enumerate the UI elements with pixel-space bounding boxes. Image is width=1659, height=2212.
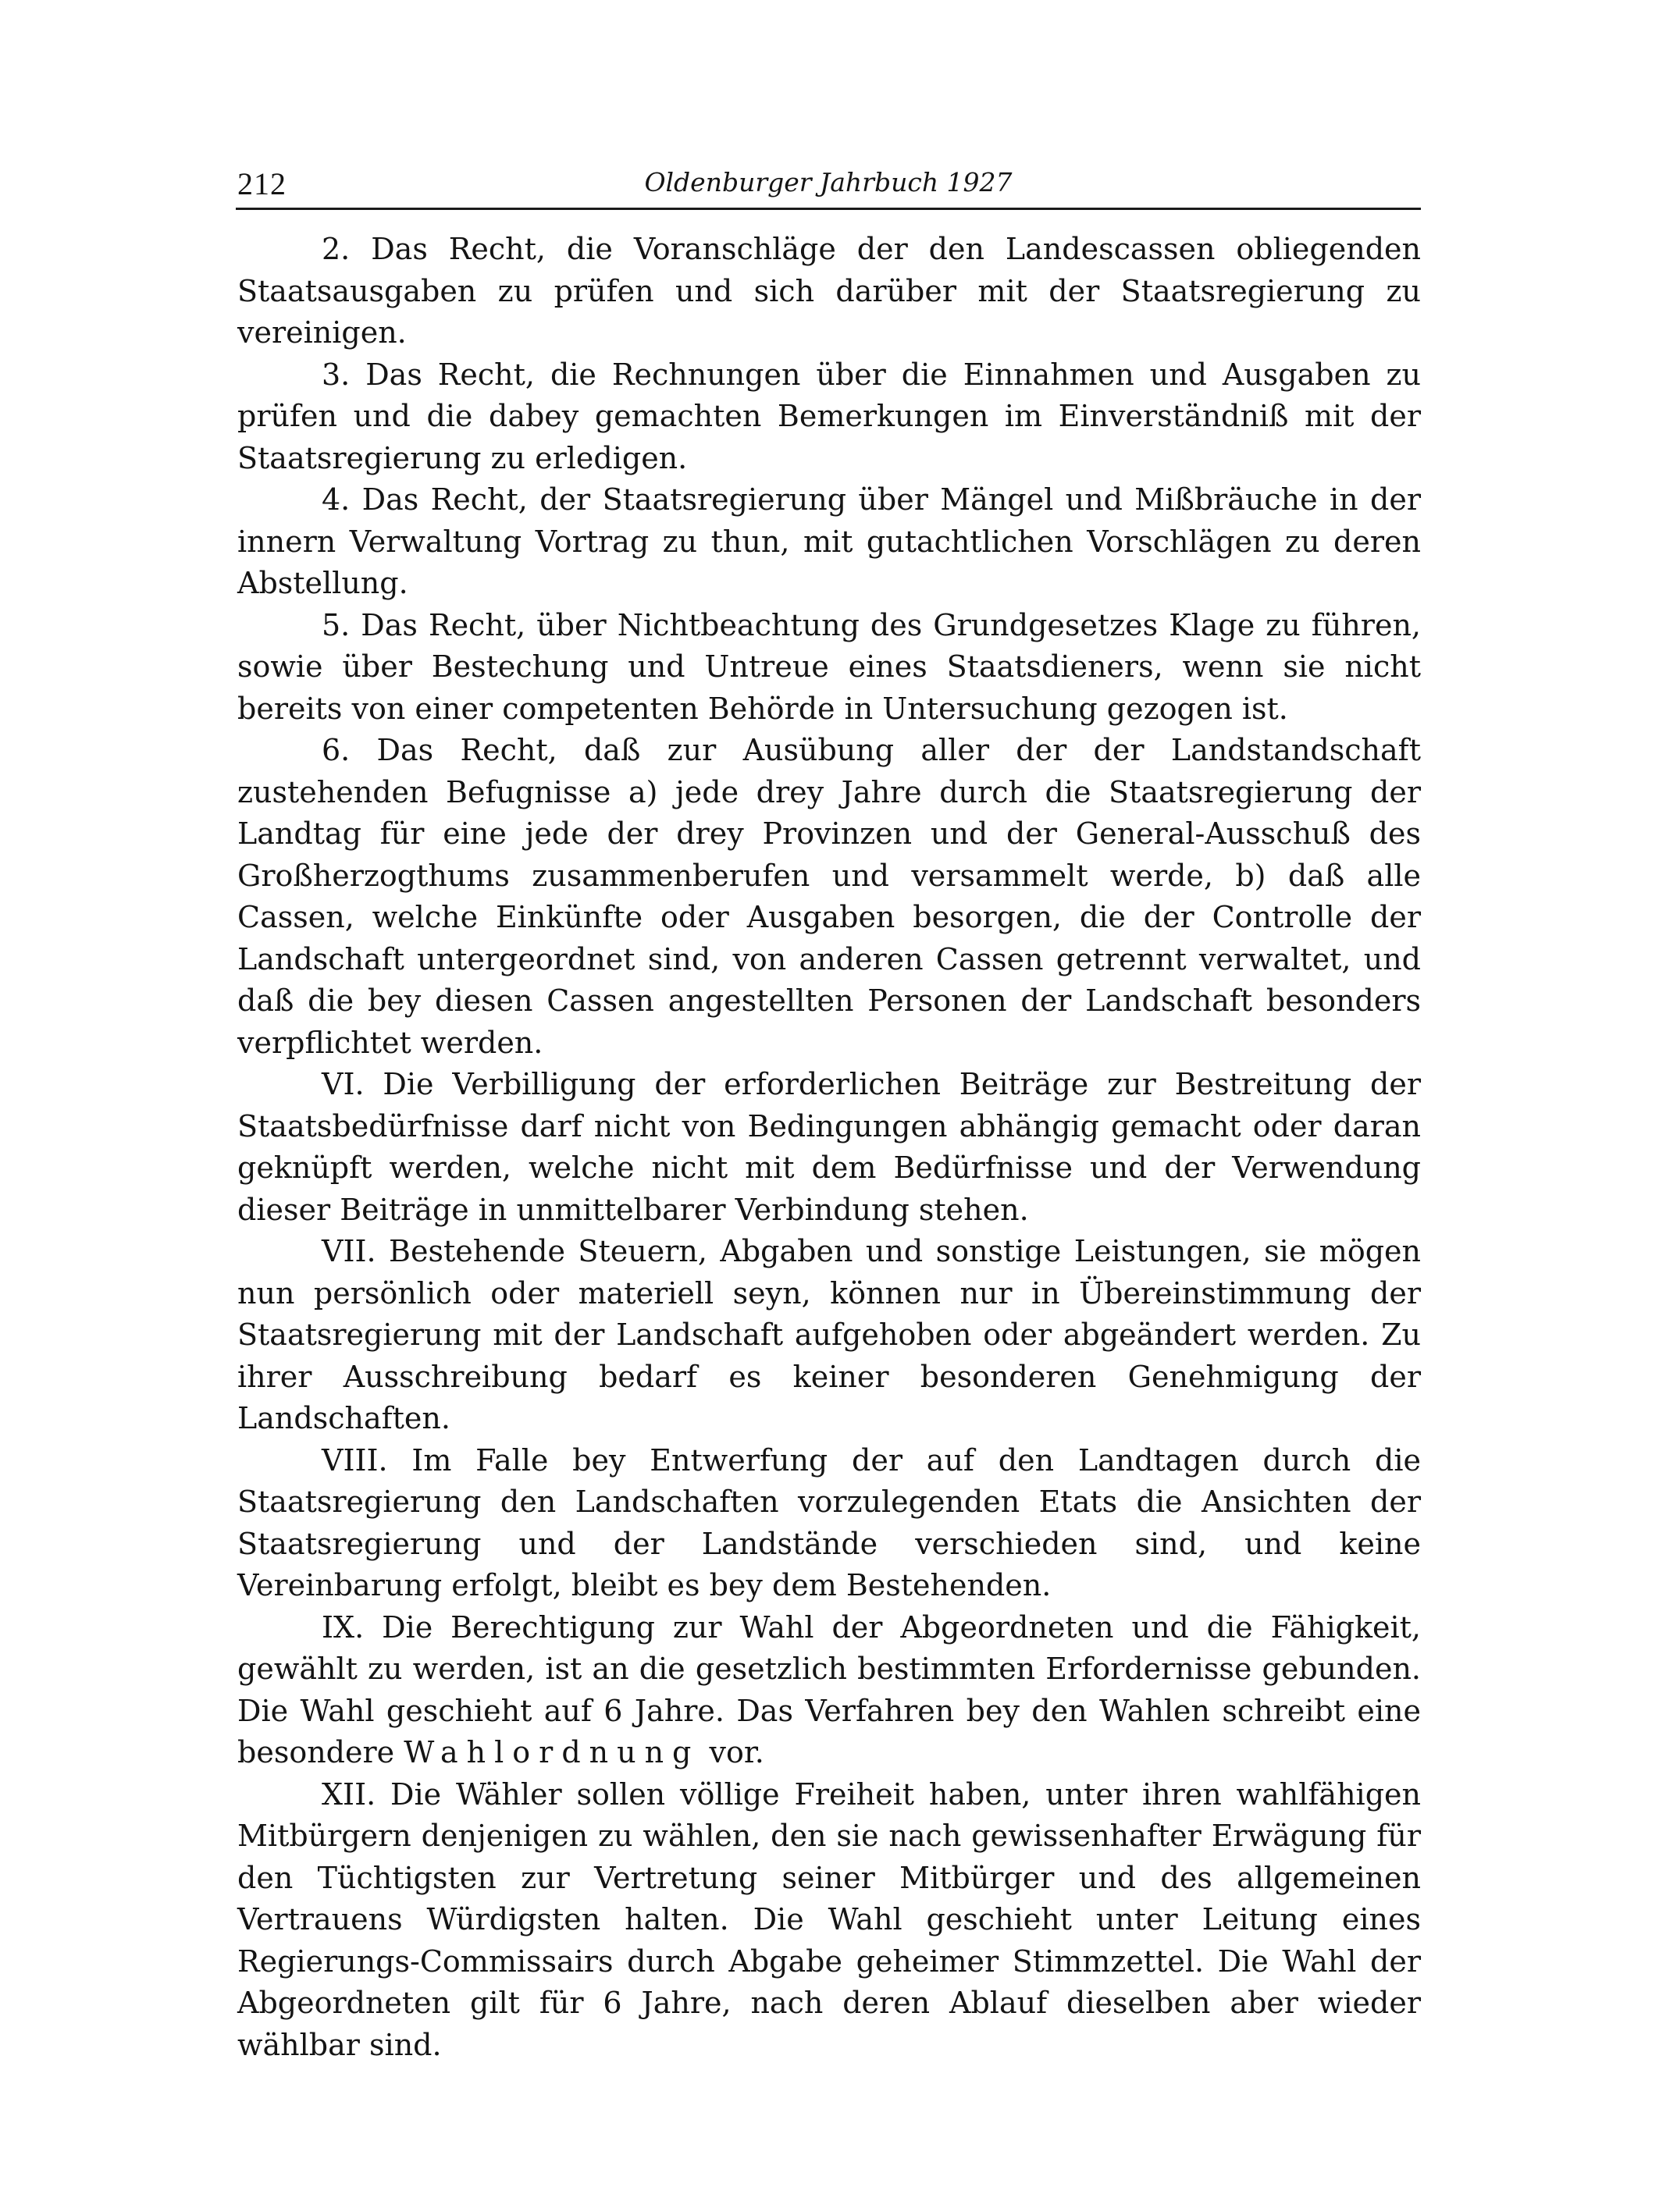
paragraph-vii: VII. Bestehende Steuern, Abgaben und sonstige Leistungen, sie mögen nun persönlich oder materiell seyn, können nur in Übereinstimmung der Staatsregierung mit der Landschaft aufgehoben oder abgeändert werden. Zu ihrer Ausschreibung bedarf es keiner besonderen Genehmigung der Landschaften. — [237, 1234, 1421, 1435]
paragraph-6: 6. Das Recht, daß zur Ausübung aller der der Landstandschaft zustehenden Befugnisse a) jede drey Jahre durch die Staatsregierung der Landtag für eine jede der drey Provinzen und der General-Ausschuß des Großherzogthums zusammenberufen und versammelt werde, b) daß alle Cassen, welche Einkünfte oder Ausgaben besorgen, die der Controlle der Landschaft untergeordnet sind, von anderen Cassen getrennt verwaltet, und daß die bey diesen Cassen angestellten Personen der Landschaft besonders verpflichtet werden. — [237, 733, 1421, 1060]
paragraph-ix — [237, 1607, 1421, 1774]
running-head: Oldenburger Jahrbuch 1927 — [644, 167, 1013, 197]
paragraph-5: 5. Das Recht, über Nichtbeachtung des Grundgesetzes Klage zu führen, sowie über Bestechung und Untreue eines Staatsdieners, wenn sie nicht bereits von einer competenten Behörde in Untersuchung gezogen ist. — [237, 607, 1421, 726]
paragraph-vi: VI. Die Verbilligung der erforderlichen Beiträge zur Bestreitung der Staatsbedürfnisse darf nicht von Bedingungen abhängig gemacht oder daran geknüpft werden, welche nicht mit dem Bedürfnisse und der Verwendung dieser Beiträge in unmittelbarer Verbindung stehen. — [237, 1067, 1421, 1227]
paragraph-viii: VIII. Im Falle bey Entwerfung der auf den Landtagen durch die Staatsregierung den Landschaften vorzulegenden Etats die Ansichten der Staatsregierung und der Landstände verschieden sind, und keine Vereinbarung erfolgt, bleibt es bey dem Bestehenden. — [237, 1442, 1421, 1602]
paragraph-xii: XII. Die Wähler sollen völlige Freiheit haben, unter ihren wahlfähigen Mitbürgern denjenigen zu wählen, den sie nach gewissenhafter Erwägung für den Tüchtigsten zur Vertretung seiner Mitbürger und des allgemeinen Vertrauens Würdigsten halten. Die Wahl geschieht unter Leitung eines Regierungs-Commissairs durch Abgabe geheimer Stimmzettel. Die Wahl der Abgeordneten gilt für 6 Jahre, nach deren Ablauf dieselben aber wieder wählbar sind. — [237, 1776, 1421, 2062]
page-number: 212 — [237, 166, 287, 201]
page-header — [236, 162, 1421, 210]
emphasis-wahlordnung: Wahlordnung — [404, 1735, 700, 1769]
body-text — [237, 229, 1421, 2066]
paragraph-2: 2. Das Recht, die Voranschläge der den Landescassen obliegenden Staatsausgaben zu prüfen und sich darüber mit der Staatsregierung zu vereinigen. — [237, 232, 1421, 350]
paragraph-4: 4. Das Recht, der Staatsregierung über Mängel und Mißbräuche in der innern Verwaltung Vortrag zu thun, mit gutachtlichen Vorschlägen zu deren Abstellung. — [237, 482, 1421, 600]
paragraph-ix-after: vor. — [700, 1735, 764, 1769]
paragraph-ix-text: IX. Die Berechtigung zur Wahl der Abgeordneten und die Fähigkeit, gewählt zu werden, ist an die gesetzlich bestimmten Erfordernisse gebunden. Die Wahl geschieht auf 6 Jahre. Das Verfahren bey den Wahlen schreibt eine besondere — [237, 1609, 1421, 1769]
paragraph-3: 3. Das Recht, die Rechnungen über die Einnahmen und Ausgaben zu prüfen und die dabey gemachten Bemerkungen im Einverständniß mit der Staatsregierung zu erledigen. — [237, 357, 1421, 475]
